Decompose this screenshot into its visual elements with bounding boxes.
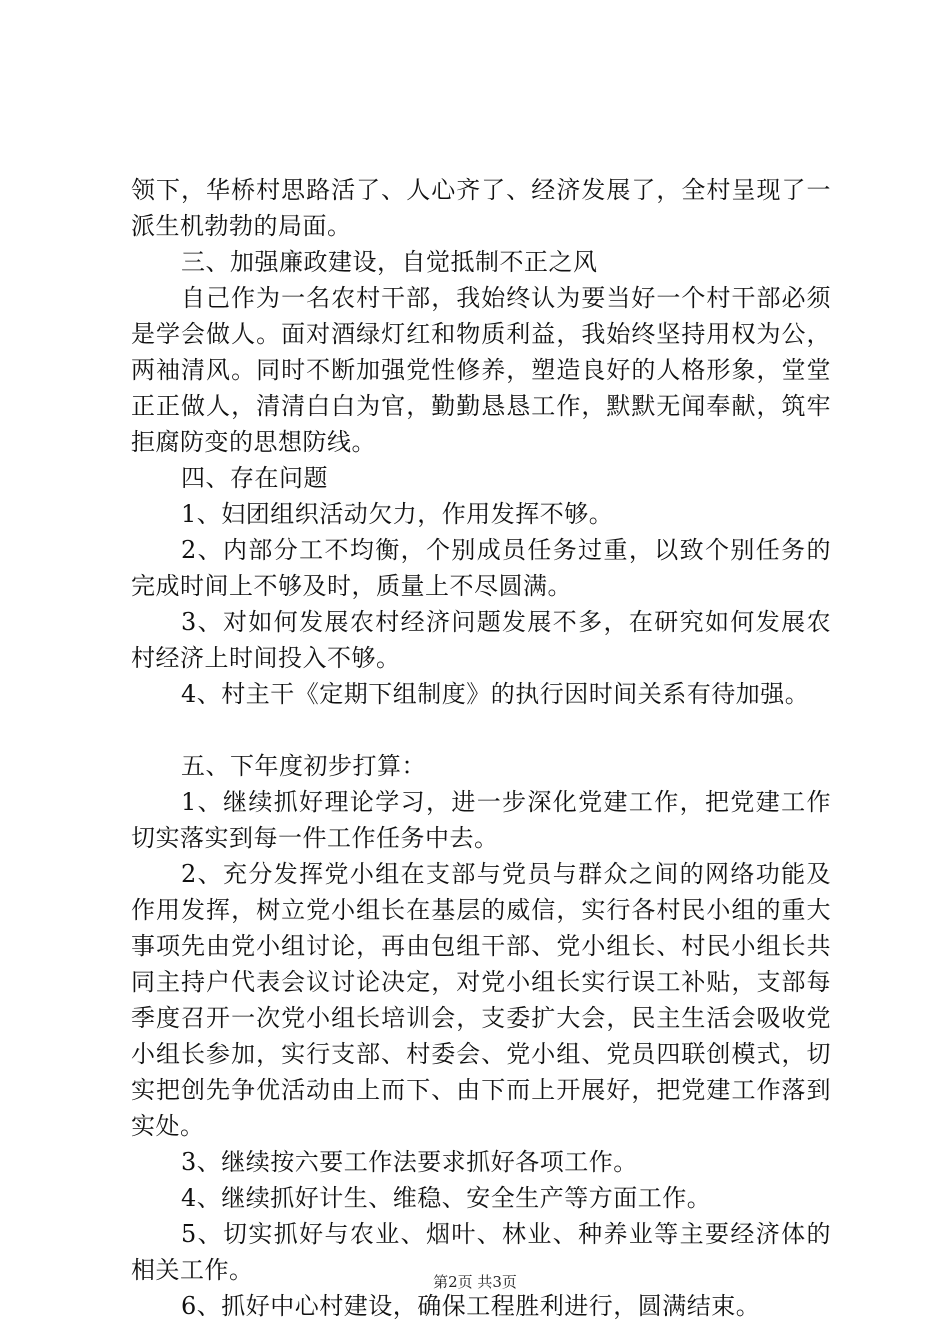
section-heading-4: 四、存在问题: [181, 464, 328, 492]
section-heading-3: 三、加强廉政建设，自觉抵制不正之风: [181, 248, 598, 276]
document-body: [131, 172, 831, 1324]
plan-item-1: 1、继续抓好理论学习，进一步深化党建工作，把党建工作切实落实到每一件工作任务中去。: [131, 788, 831, 852]
plan-item-5: 5、切实抓好与农业、烟叶、林业、种养业等主要经济体的相关工作。: [131, 1220, 831, 1284]
plan-item-2: 2、充分发挥党小组在支部与党员与群众之间的网络功能及作用发挥，树立党小组长在基层的威信，实行各村民小组的重大事项先由党小组讨论，再由包组干部、党小组长、村民小组长共同主持户代表会议讨论决定，对党小组长实行误工补贴，支部每季度召开一次党小组长培训会，支委扩大会，民主生活会吸收党小组长参加，实行支部、村委会、党小组、党员四联创模式，切实把创先争优活动由上而下、由下而上开展好，把党建工作落到实处。: [131, 860, 831, 1140]
blank-line: [131, 712, 831, 748]
problem-item-4: 4、村主干《定期下组制度》的执行因时间关系有待加强。: [181, 680, 810, 708]
plan-item-6: 6、抓好中心村建设，确保工程胜利进行，圆满结束。: [181, 1292, 761, 1320]
paragraph-continuation: 领下，华桥村思路活了、人心齐了、经济发展了，全村呈现了一派生机勃勃的局面。: [131, 176, 831, 240]
plan-item-3: 3、继续按六要工作法要求抓好各项工作。: [181, 1148, 638, 1176]
problem-item-1: 1、妇团组织活动欠力，作用发挥不够。: [181, 500, 614, 528]
paragraph-integrity: 自己作为一名农村干部，我始终认为要当好一个村干部必须是学会做人。面对酒绿灯红和物质利益，我始终坚持用权为公，两袖清风。同时不断加强党性修养，塑造良好的人格形象，堂堂正正做人，清清白白为官，勤勤恳恳工作，默默无闻奉献，筑牢拒腐防变的思想防线。: [131, 284, 831, 456]
problem-item-2: 2、内部分工不均衡，个别成员任务过重，以致个别任务的完成时间上不够及时，质量上不尽圆满。: [131, 536, 831, 600]
section-heading-5: 五、下年度初步打算：: [181, 752, 426, 780]
plan-item-4: 4、继续抓好计生、维稳、安全生产等方面工作。: [181, 1184, 712, 1212]
problem-item-3: 3、对如何发展农村经济问题发展不多，在研究如何发展农村经济上时间投入不够。: [131, 608, 831, 672]
page-footer: 第2页 共3页: [433, 1273, 517, 1291]
